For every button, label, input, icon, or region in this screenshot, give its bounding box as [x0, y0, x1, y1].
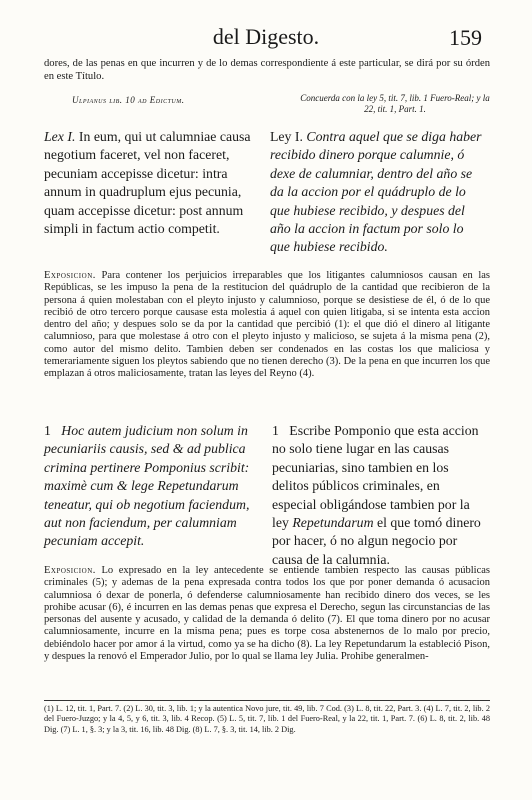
section-1-latin-number: 1	[44, 423, 51, 438]
concordance-reference: Concuerda con la ley 5, tit. 7, lib. 1 Fuero-Real; y la 22, tit. 1, Part. 1.	[300, 93, 490, 114]
exposition-text-1: Para contener los perjuicios irreparables que los litigantes calumniosos causan en las Repúblicas, se les impuso la pena de la restitucion del quádruplo de la cantidad que recibieron de la persona á quien molestaban con el pleyto injusto y calumnioso, porque se desistiese de él, ó de lo que recibió de otro tercero porque causase esta molestia á aquel con quien litigaba, si se intenta esta accion dentro del año; y despues solo se da por la cantidad que percibió (1): el que dió el dinero al litigante calumnioso, para que molestase á otro con el pleyto injusto y malicioso, se sujeta á la misma pena (2), como autor del mismo delito. Tambien deben ser condenados en las costas los que maliciosa y temerariamente siguen los pleytos sabiendo que no tienen derecho (3). De la pena en que incurren los que emplazan á otros maliciosamente, tratan las leyes del Reyno (4).	[44, 270, 490, 380]
ley-spanish-body: Contra aquel que se diga haber recibido dinero porque calumnie, ó dexe de calumniar, dentro del año se da la accion por el quádruplo de lo que hubiese recibido, y despues del año la accion in factum por solo lo que hubiese recibido.	[270, 129, 482, 255]
ley-spanish-text	[270, 128, 486, 257]
footnote-divider	[44, 700, 490, 701]
running-title: del Digesto.	[212, 24, 320, 49]
ley-spanish-heading: Ley I.	[270, 129, 303, 144]
exposition-label-1: Exposicion.	[44, 270, 96, 281]
exposition-label-2: Exposicion.	[44, 565, 96, 576]
exposition-paragraph-2	[44, 565, 490, 663]
continuation-text: dores, de las penas en que incurren y de lo demas correspondiente á este particular, se dirá por su órden en este Título.	[44, 58, 490, 82]
section-1-spanish	[272, 422, 486, 569]
section-1-latin	[44, 422, 266, 551]
exposition-paragraph-1	[44, 270, 490, 381]
latin-source-reference: Ulpianus lib. 10 ad Edictum.	[72, 95, 185, 105]
page-header	[50, 24, 482, 54]
section-1-spanish-number: 1	[272, 423, 279, 438]
section-1-spanish-body-a: Escribe Pomponio que esta accion no solo tiene lugar en las causas pecuniarias, sino tambien en los delitos públicos criminales, en especial obligándose tambien por la ley	[272, 423, 479, 531]
page-number: 159	[449, 25, 482, 50]
section-1-latin-body: Hoc autem judicium non solum in pecuniariis causis, sed & ad publica crimina pertinere Pomponius scribit: maximè cum & lege Repetundarum teneatur, qui ob negotium faciendum, aut non faciendum, per calumniam pecuniam accepit.	[44, 423, 250, 549]
footnotes: (1) L. 12, tit. 1, Part. 7. (2) L. 30, tit. 3, lib. 1; y la autentica Novo jure, tit. 49, lib. 7 Cod. (3) L. 8, tit. 22, Part. 3. (4) L. 7, tit. 2, lib. 2 del Fuero-Juzgo; y la 4, 5, y 6, tit. 3, lib. 4 Recop. (5) L. 5, tit. 7, lib. 1 del Fuero-Real, y la 22, tit. 1, Part. 7. (6) L. 8, tit. 2, lib. 48 Dig. (7) L. 1, §. 3; y la 3, tit. 16, lib. 48 Dig. (8) L. 7, §. 3, tit. 14, lib. 2 Dig.	[44, 704, 490, 734]
section-1-spanish-emphasis: Repetundarum	[292, 515, 374, 531]
source-references	[44, 93, 492, 117]
lex-latin-heading: Lex I.	[44, 129, 76, 144]
section-1-spanish-body-b: el que tomó dinero por hacer, ó no algun negocio por causa de la calumnia.	[272, 515, 481, 567]
lex-latin-text	[44, 128, 266, 238]
lex-latin-body: In eum, qui ut calumniae causa negotium faceret, vel non faceret, pecuniam accepisse dicetur: intra annum in quadruplum ejus pecunia, quam accepisse dicetur: post annum simpli in factum actio competit.	[44, 129, 251, 237]
exposition-text-2: Lo expresado en la ley antecedente se entiende tambien respecto las causas públicas criminales (5); y ademas de la pena expresada contra todos los que por poner demanda ó acusacion calumniosa ó dexar de ponerla, ó defenderse calumniosamente han recibido dinero dos veces, se les prohibe acusar (6), é incurren en las demas penas que expresa el Derecho, segun las circunstancias de las personas del ausente y acusado, y calidad de la demanda ó delito (7). El que toma dinero por no acusar calumniosamente, incurre en la misma pena; pues es torpe cosa abstenernos de lo malo por precio, debiéndolo hacer por amor á la virtud, como ya se ha dicho (8). La ley Repetundarum la estableció Pison, y despues la renovó el Emperador Julio, por lo qual se llama ley Julia. Prohibe generalmen-	[44, 565, 490, 663]
